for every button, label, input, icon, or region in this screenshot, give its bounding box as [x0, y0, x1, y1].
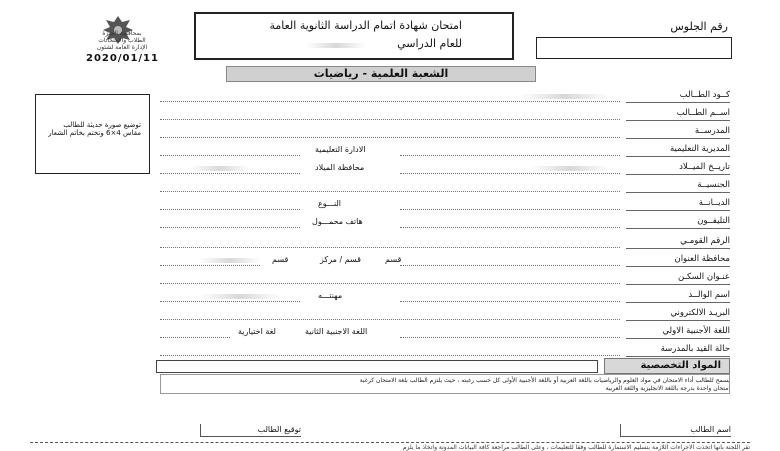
logo-line-1: الإدارة العامة لشئون [96, 44, 148, 51]
second-language-label: اللغة الاجنبية الثانية [305, 327, 368, 336]
footer-declaration: تقر اللجنة بأنها اتخذت الاجراءات اللازمة بتسليم الاستمارة للطالب وفقا للتعليمات ، وعلى الطالب مراجعة كافة البيانات المدونة واتخاذ ما يلزم [402, 444, 750, 451]
note-line-1: يسمح للطالب أداء الامتحان في مواد العلوم والرياضيات باللغة العربية أو باللغة الأجنبية الأولى كل حسب رغبته ، حيث يلتزم الطالب بلغة الامتحان كرغبة [359, 377, 730, 384]
district-value: قسم [385, 255, 402, 264]
label-national-id: الرقم القومـي [626, 234, 730, 249]
specialized-subjects-label: المواد التخصصية [604, 358, 730, 374]
field-line-birth-gov[interactable] [160, 173, 300, 174]
profession-label: مهنتـــه [318, 291, 343, 300]
education-admin-label: الادارة التعليمية [315, 145, 366, 154]
label-first-language: اللغة الأجنبية الاولي [626, 324, 730, 339]
academic-year-label: للعام الدراسي [397, 37, 462, 50]
logo-line-3: بمحافظة الجيزة [102, 30, 142, 37]
logo-line-2: الطلاب والامتحانات [98, 37, 146, 44]
student-name-field[interactable] [620, 424, 731, 437]
field-line-education-admin[interactable] [160, 155, 300, 156]
label-email: البريـد الالكتروني [626, 306, 730, 321]
birth-governorate-label: محافظة الميلاد [315, 163, 365, 172]
footer-divider [30, 442, 750, 443]
label-birth-date: تاريــخ الميــلاد [626, 160, 730, 175]
field-line-religion[interactable] [400, 209, 620, 210]
label-address: عنـوان السكـن [626, 270, 730, 285]
label-student-name: اســم الطــالب [626, 106, 730, 121]
district-label: قسم / مركز [320, 255, 361, 264]
elective-language-label: لغة اختيارية [238, 327, 276, 336]
field-line-address[interactable] [160, 283, 620, 284]
field-line-birth-date[interactable] [400, 173, 620, 174]
redacted-district [200, 258, 260, 263]
field-line-mobile[interactable] [160, 227, 300, 228]
photo-placeholder[interactable] [35, 94, 150, 174]
label-school: المدرســة [626, 124, 730, 139]
field-line-address-gov[interactable] [400, 265, 620, 266]
student-signature-field[interactable] [200, 424, 301, 437]
field-line-phone[interactable] [400, 227, 620, 228]
student-name-label: اسم الطالب [690, 425, 731, 434]
field-line-student-name[interactable] [160, 119, 620, 120]
section-title: الشعبة العلمية - رياضيات [226, 66, 536, 82]
field-line-father-name[interactable] [400, 301, 620, 302]
photo-instructions: توضيع صورة حديثة للطالب مقاس 4×6 وتختم بخاتم الشعار [48, 121, 141, 137]
redacted-birth-gov [190, 166, 250, 171]
field-line-nationality[interactable] [160, 191, 620, 192]
field-line-enrollment-status[interactable] [160, 355, 620, 356]
field-line-student-code[interactable] [160, 101, 620, 102]
label-education-dir: المديرية التعليمية [626, 142, 730, 157]
redacted-birth-date [530, 166, 610, 171]
seat-number-label: رقم الجلوس [670, 20, 728, 33]
redacted-year [306, 43, 366, 48]
field-line-email[interactable] [160, 319, 620, 320]
field-line-first-language[interactable] [400, 337, 620, 338]
gender-label: النـــوع [318, 199, 342, 208]
specialized-subjects-field[interactable] [156, 360, 598, 373]
district-value-2: قسم [272, 255, 289, 264]
mobile-label: هاتف محمـــول [312, 217, 363, 226]
field-line-elective-language[interactable] [160, 337, 230, 338]
field-line-education-dir[interactable] [400, 155, 620, 156]
field-line-national-id[interactable] [160, 247, 620, 248]
label-address-gov: محافظة العنوان [626, 252, 730, 267]
field-line-profession[interactable] [160, 301, 300, 302]
label-student-code: كــود الطــالب [626, 88, 730, 103]
notes-box [160, 374, 730, 394]
seat-number-field[interactable] [536, 37, 732, 59]
exam-title: امتحان شهادة اتمام الدراسة الثانوية العامة [269, 19, 462, 32]
label-religion: الديــانــة [626, 196, 730, 211]
label-father-name: اسم الوالــد [626, 288, 730, 303]
field-line-school[interactable] [160, 137, 620, 138]
redacted-student-code [520, 94, 610, 99]
field-line-district[interactable] [160, 265, 260, 266]
label-enrollment-status: حالة القيد بالمدرسة [626, 342, 730, 357]
student-signature-label: توقيع الطالب [257, 425, 301, 434]
redacted-profession [200, 294, 280, 299]
field-line-gender[interactable] [160, 209, 300, 210]
label-phone: التليفــون [626, 214, 730, 229]
label-nationality: الجنسيــة [626, 178, 730, 193]
note-line-2: امتحان واحدة بدرجة باللغة الانجليزية واللغة العربية [605, 385, 730, 392]
document-date: 2020/01/11 [86, 53, 159, 64]
exam-title-box [194, 12, 514, 60]
